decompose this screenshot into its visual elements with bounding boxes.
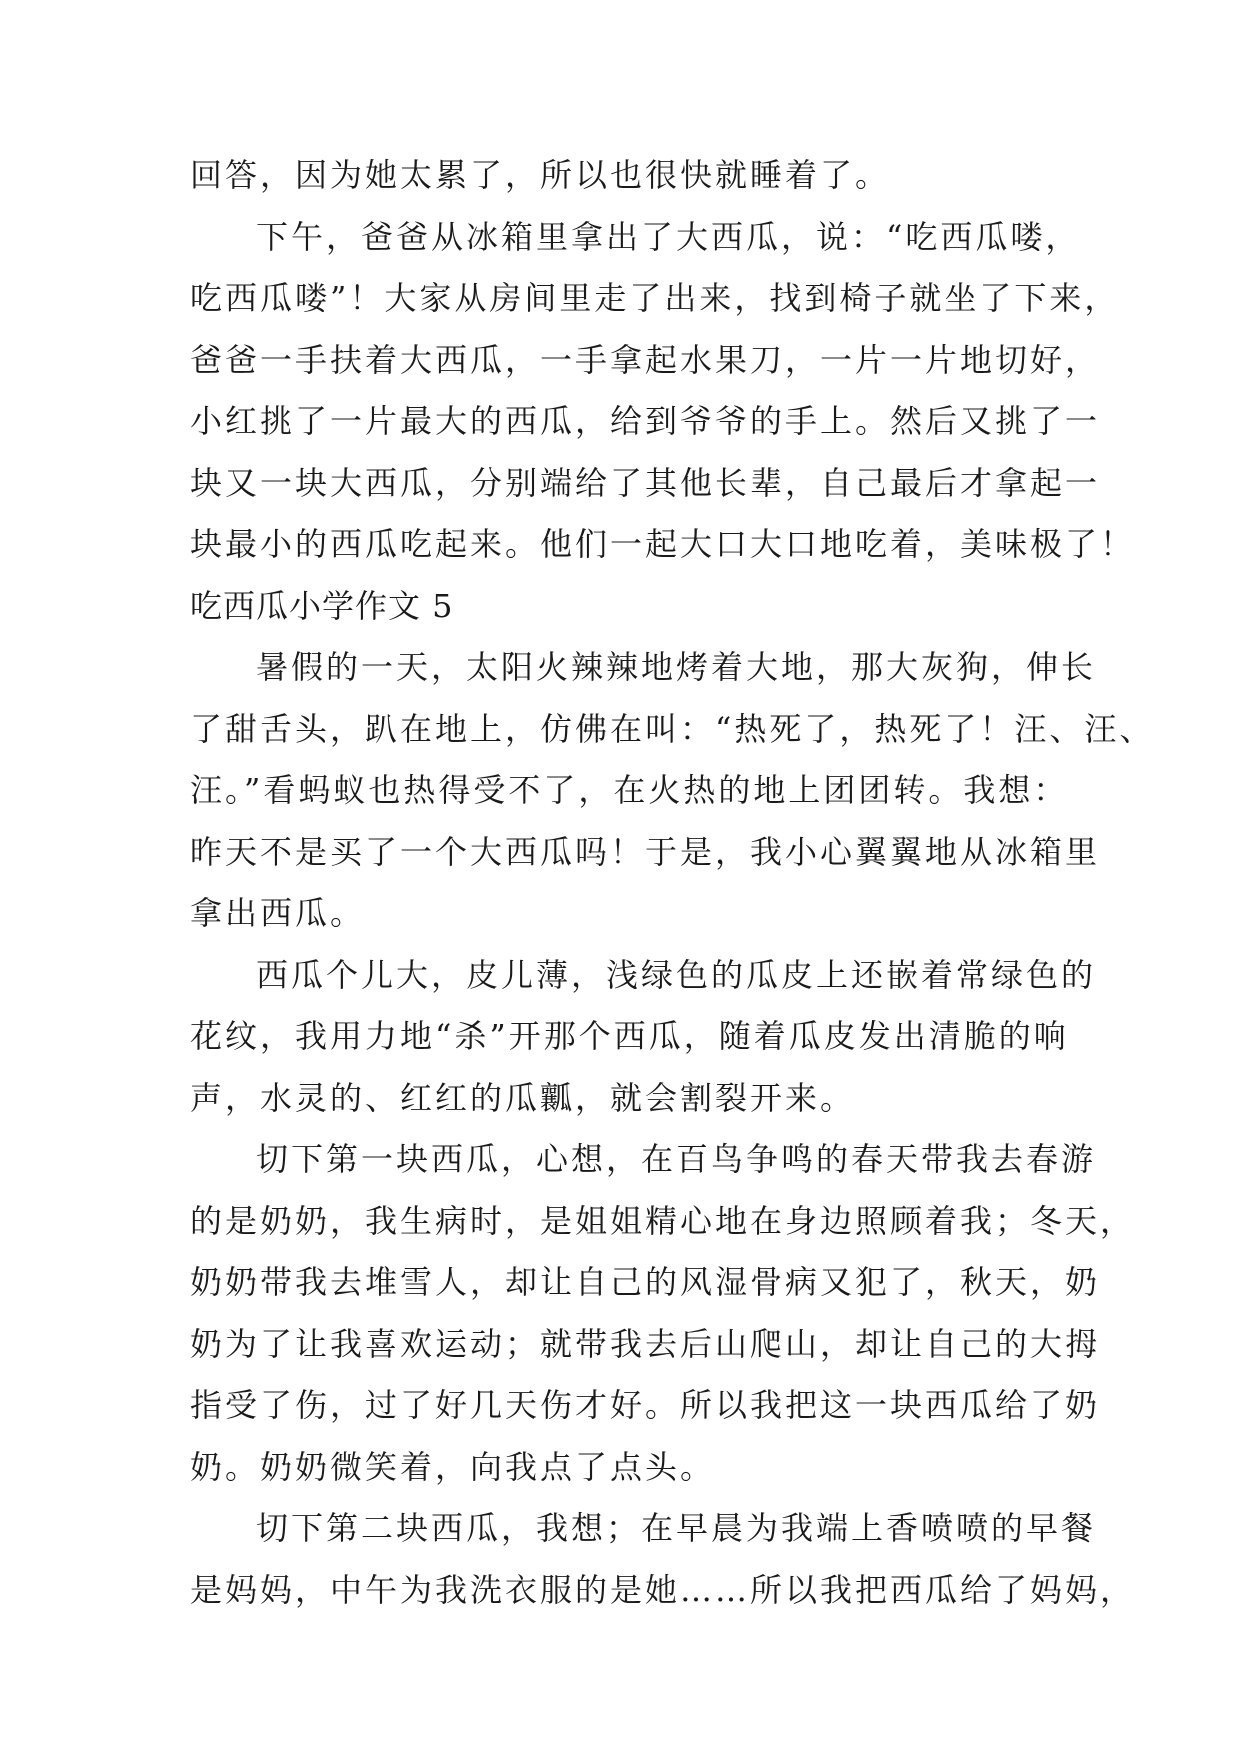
text-line: 吃西瓜喽”！大家从房间里走了出来，找到椅子就坐了下来， bbox=[190, 279, 1120, 317]
text-line: 奶。奶奶微笑着，向我点了点头。 bbox=[190, 1447, 716, 1486]
text-line: 花纹，我用力地“杀”开那个西瓜，随着瓜皮发出清脆的响 bbox=[190, 1017, 1069, 1055]
text-line: 块又一块大西瓜，分别端给了其他长辈，自己最后才拿起一 bbox=[190, 463, 1101, 502]
text-line: 昨天不是买了一个大西瓜吗！于是，我小心翼翼地从冰箱里 bbox=[190, 832, 1101, 871]
text-line: 汪。”看蚂蚁也热得受不了，在火热的地上团团转。我想： bbox=[190, 771, 1069, 809]
text-line: 的是奶奶，我生病时，是姐姐精心地在身边照顾着我；冬天， bbox=[190, 1201, 1136, 1240]
paragraph-start-line: 暑假的一天，太阳火辣辣地烤着大地，那大灰狗，伸长 bbox=[256, 648, 1097, 686]
text-line: 是妈妈，中午为我洗衣服的是她……所以我把西瓜给了妈妈， bbox=[190, 1570, 1136, 1609]
text-line: 指受了伤，过了好几天伤才好。所以我把这一块西瓜给了奶 bbox=[190, 1386, 1101, 1424]
text-line: 拿出西瓜。 bbox=[190, 894, 366, 932]
text-line: 回答，因为她太累了，所以也很快就睡着了。 bbox=[190, 156, 891, 194]
document-body bbox=[190, 145, 1155, 1621]
paragraph-start-line: 西瓜个儿大，皮儿薄，浅绿色的瓜皮上还嵌着常绿色的 bbox=[256, 955, 1097, 994]
text-line: 块最小的西瓜吃起来。他们一起大口大口地吃着，美味极了！ bbox=[190, 525, 1136, 563]
text-line: 奶奶带我去堆雪人，却让自己的风湿骨病又犯了，秋天，奶 bbox=[190, 1263, 1101, 1301]
text-line: 声，水灵的、红红的瓜瓤，就会割裂开来。 bbox=[190, 1078, 856, 1117]
paragraph-start-line: 切下第二块西瓜，我想；在早晨为我端上香喷喷的早餐 bbox=[256, 1509, 1097, 1547]
text-line: 小红挑了一片最大的西瓜，给到爷爷的手上。然后又挑了一 bbox=[190, 402, 1101, 440]
paragraph-start-line: 下午，爸爸从冰箱里拿出了大西瓜，说：“吃西瓜喽， bbox=[256, 217, 1081, 256]
text-line: 奶为了让我喜欢运动；就带我去后山爬山，却让自己的大拇 bbox=[190, 1324, 1101, 1363]
section-heading: 吃西瓜小学作文 5 bbox=[190, 586, 454, 625]
text-line: 爸爸一手扶着大西瓜，一手拿起水果刀，一片一片地切好， bbox=[190, 340, 1101, 379]
paragraph-start-line: 切下第一块西瓜，心想，在百鸟争鸣的春天带我去春游 bbox=[256, 1140, 1097, 1178]
text-line: 了甜舌头，趴在地上，仿佛在叫：“热死了，热死了！汪、汪、 bbox=[190, 709, 1155, 748]
